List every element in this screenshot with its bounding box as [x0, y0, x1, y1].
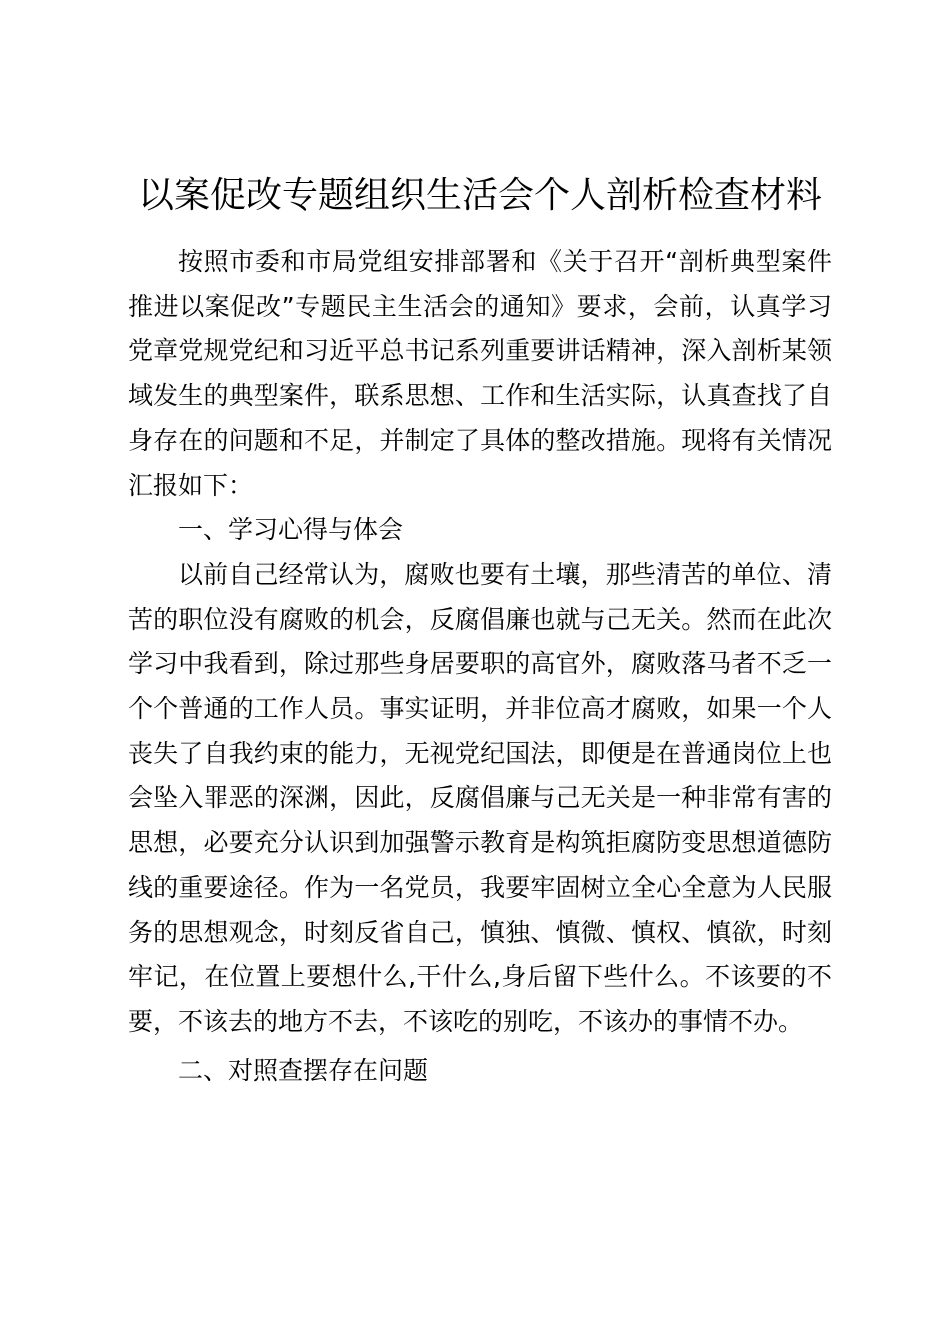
intro-paragraph: 按照市委和市局党组安排部署和《关于召开“剖析典型案件推进以案促改”专题民主生活会的通知》要求，会前，认真学习党章党规党纪和习近平总书记系列重要讲话精神，深入剖析某领域发生的典型案件，联系思想、工作和生活实际，认真查找了自身存在的问题和不足，并制定了具体的整改措施。现将有关情况汇报如下：	[128, 247, 832, 500]
section-heading-2: 二、对照查摆存在问题	[178, 1055, 429, 1085]
section-1-paragraph: 以前自己经常认为，腐败也要有土壤，那些清苦的单位、清苦的职位没有腐败的机会，反腐倡廉也就与己无关。然而在此次学习中我看到，除过那些身居要职的高官外，腐败落马者不乏一个个普通的工作人员。事实证明，并非位高才腐败，如果一个人丧失了自我约束的能力，无视党纪国法，即便是在普通岗位上也会坠入罪恶的深渊，因此，反腐倡廉与己无关是一种非常有害的思想，必要充分认识到加强警示教育是构筑拒腐防变思想道德防线的重要途径。作为一名党员，我要牢固树立全心全意为人民服务的思想观念，时刻反省自己，慎独、慎微、慎权、慎欲，时刻牢记，在位置上要想什么,干什么,身后留下些什么。不该要的不要，不该去的地方不去，不该吃的别吃，不该办的事情不办。	[128, 559, 832, 1036]
section-heading-1: 一、学习心得与体会	[178, 515, 404, 545]
document-body	[128, 240, 832, 1093]
document-title: 以案促改专题组织生活会个人剖析检查材料	[137, 175, 822, 216]
